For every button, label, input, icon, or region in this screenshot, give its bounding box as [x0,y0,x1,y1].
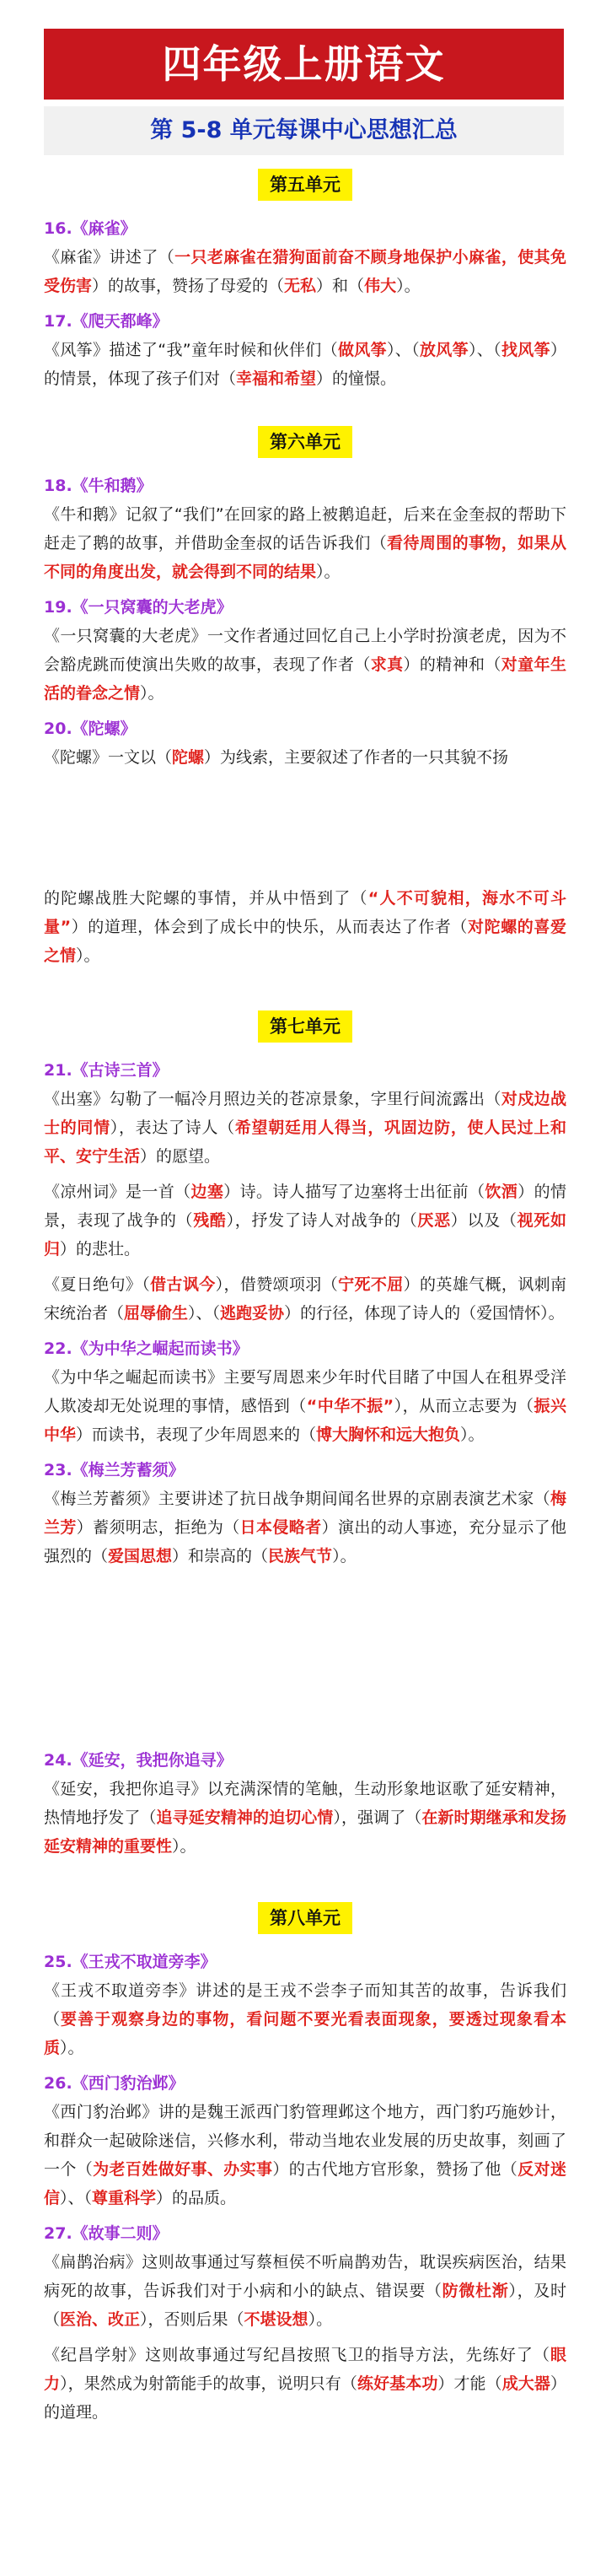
text-run: ）。 [308,2310,333,2329]
text-run: ）、（ [386,341,420,359]
text-run: ）的悲壮。 [60,1240,141,1258]
key-point: 无私 [284,277,317,295]
text-run: ），强调了（ [333,1808,422,1827]
lesson-paragraph [44,243,566,300]
text-run: 《麻雀》讲述了（ [44,248,175,267]
text-run: ），及时（ [44,2282,566,2329]
key-point: 求真 [370,655,404,674]
key-point: 成大器 [501,2374,550,2393]
text-run: 《王戎不取道旁李》讲述的是王戎不尝李子而知其苦的故事，告诉我们（ [44,1981,566,2029]
key-point: 为老百姓做好事、办实事 [93,2160,273,2179]
text-run: 《夏日绝句》（ [44,1275,151,1294]
lesson-paragraph [44,1485,566,1571]
key-point: 残酷 [193,1211,227,1230]
lesson-paragraph [44,1270,566,1328]
text-run: ）。 [172,1837,196,1856]
text-run: ）为线索，主要叙述了作者的一只其貌不扬 [204,748,509,767]
page-title: 四年级上册语文 [44,29,564,100]
text-run: ）蓄须明志，拒绝为（ [76,1518,240,1537]
lesson-paragraph [44,1085,566,1171]
lesson [44,214,566,300]
text-run: 《陀螺》一文以（ [44,748,173,767]
lesson-title: 21.《古诗三首》 [44,1061,169,1080]
text-run: ）的情景，体现了孩子们对（ [44,341,566,388]
lesson-title: 20.《陀螺》 [44,719,137,738]
text-run: ）。 [60,2039,84,2057]
key-point: 对童年生活的眷念之情 [44,655,566,703]
text-run: 《牛和鹅》记叙了“我们”在回家的路上被鹅追赶，后来在金奎叔的帮助下赶走了鹅的故事，并借助金奎叔的话告诉我们（ [44,505,566,552]
text-run: ）的品质。 [156,2189,237,2207]
key-point: 视死如归 [44,1211,566,1258]
text-run: ），从而立志要为（ [394,1397,534,1415]
lesson [44,307,566,393]
unit-header: 第七单元 [258,1010,352,1043]
text-run: 的陀螺战胜大陀螺的事情，并从中悟到了（ [44,889,368,908]
lesson [44,1456,566,1571]
lesson-paragraph [44,884,566,970]
lesson [44,1948,566,2062]
lesson-title: 19.《一只窝囊的大老虎》 [44,598,233,617]
key-point: 振兴中华 [44,1397,566,1444]
key-point: 不堪设想 [244,2310,308,2329]
text-run: ）。 [332,1547,357,1566]
lesson-paragraph [44,743,566,772]
text-run: 《扁鹊治病》这则故事通过写蔡桓侯不听扁鹊劝告，耽误疾病医治，结果病死的故事，告诉我们对于小病和小的缺点、错误要（ [44,2253,566,2300]
key-point: 反对迷信 [44,2160,566,2207]
key-point: 看待周围的事物，如果从不同的角度出发，就会得到不同的结果 [44,534,566,581]
lesson [44,1746,566,1867]
text-run: 《梅兰芳蓄须》主要讲述了抗日战争期间闻名世界的京剧表演艺术家（ [44,1490,550,1508]
lesson-paragraph [44,2248,566,2334]
key-point: “中华不振” [306,1397,394,1415]
key-point: 借古讽今 [150,1275,216,1294]
text-run: 《一只窝囊的大老虎》一文作者通过回忆自己上小学时扮演老虎，因为不会豁虎跳而使演出失败的故事，表现了作者（ [44,627,566,674]
key-point: “人不可貌相，海水不可斗量” [44,889,566,936]
key-point: 在新时期继承和发扬延安精神的重要性 [44,1808,566,1856]
text-run: ）、（ [60,2189,93,2207]
text-run: ）。 [460,1425,485,1444]
key-point: 宁死不屈 [338,1275,404,1294]
unit-section [44,169,566,400]
key-point: 陀螺 [172,748,205,767]
lesson-title: 16.《麻雀》 [44,219,137,238]
text-run: ），表达了诗人（ [110,1118,235,1137]
text-run: ）和（ [316,277,365,295]
text-run: ）。 [76,946,100,965]
key-point: 一只老麻雀在猎狗面前奋不顾身地保护小麻雀，使其免受伤害 [44,248,566,295]
text-run: ）演出的动人事迹，充分显示了他强烈的（ [44,1518,566,1566]
text-run: ）的愿望。 [140,1147,221,1166]
text-run: ），抒发了诗人对战争的（ [226,1211,418,1230]
text-run: ），借赞颂项羽（ [215,1275,339,1294]
key-point: 希望朝廷用人得当，巩固边防，使人民过上和平、安宁生活 [44,1118,566,1166]
text-run: ）的英雄气概，讽刺南宋统治者（ [44,1275,566,1323]
lesson-paragraph [44,1178,566,1264]
lesson-paragraph [44,2098,566,2212]
lesson-paragraph [44,1976,566,2062]
text-run: ）和崇高的（ [172,1547,269,1566]
key-point: 尊重科学 [92,2189,157,2207]
key-point: 厌恶 [417,1211,451,1230]
lesson-title: 26.《西门豹治邺》 [44,2074,185,2093]
text-run: ）以及（ [450,1211,518,1230]
text-run: ）、（ [468,341,501,359]
lesson-title: 17.《爬天都峰》 [44,312,169,331]
key-point: 梅兰芳 [44,1490,566,1537]
text-run: ）的憧憬。 [316,369,397,388]
text-run: 《为中华之崛起而读书》主要写周恩来少年时代目睹了中国人在租界受洋人欺凌却无处说理的事情，感悟到（ [44,1368,566,1415]
unit-header: 第六单元 [258,426,352,458]
text-run: ）才能（ [437,2374,502,2393]
key-point: 屈辱偷生 [124,1304,189,1323]
key-point: 防微杜渐 [442,2282,509,2300]
unit-header: 第五单元 [258,169,352,201]
lesson-title: 25.《王戎不取道旁李》 [44,1953,217,1971]
text-run: 《出塞》勾勒了一幅冷月照边关的苍凉景象，字里行间流露出（ [44,1090,501,1108]
lesson-title: 23.《梅兰芳蓄须》 [44,1461,185,1479]
lesson [44,2219,566,2427]
lesson [44,472,566,586]
lesson [44,2069,566,2212]
text-run: ）的故事，赞扬了母爱的（ [92,277,285,295]
text-run: ）的情景，表现了战争的（ [44,1183,566,1230]
text-run: ）。 [396,277,421,295]
key-point: 饮酒 [485,1183,518,1201]
key-point: 对陀螺的喜爱之情 [44,918,566,965]
text-run: ）而读书，表现了少年周恩来的（ [76,1425,317,1444]
text-run: ）。 [316,563,341,581]
text-run: 《风筝》描述了“我”童年时候和伙伴们（ [44,341,338,359]
text-run: 《凉州词》是一首（ [44,1183,191,1201]
text-run: ）。 [140,684,164,703]
key-point: 民族气节 [268,1547,333,1566]
text-run: ），否则后果（ [140,2310,244,2329]
text-run: 《西门豹治邺》讲的是魏王派西门豹管理邺这个地方，西门豹巧施妙计，和群众一起破除迷信，兴修水利，带动当地农业发展的历史故事，刻画了一个（ [44,2103,566,2179]
lesson [44,714,566,772]
text-run: 《纪昌学射》这则故事通过写纪昌按照飞卫的指导方法，先练好了（ [44,2346,550,2364]
lesson [44,593,566,708]
key-point: 眼力 [44,2346,566,2393]
key-point: 博大胸怀和远大抱负 [316,1425,461,1444]
page-subtitle: 第 5-8 单元每课中心思想汇总 [44,106,564,155]
lesson-title: 27.《故事二则》 [44,2224,169,2243]
key-point: 爱国思想 [108,1547,173,1566]
unit-section [44,1902,566,2433]
lesson-paragraph [44,2341,566,2427]
key-point: 日本侵略者 [239,1518,322,1537]
key-point: 伟大 [364,277,397,295]
key-point: 做风筝 [337,341,387,359]
key-point: 要善于观察身边的事物，看问题不要光看表面现象，要透过现象看本质 [44,2010,566,2057]
key-point: 逃跑妥协 [220,1304,285,1323]
text-run: ）的行径，体现了诗人的（爱国情怀）。 [284,1304,565,1323]
lesson-paragraph [44,622,566,708]
text-run: ）的精神和（ [403,655,501,674]
lesson-paragraph [44,1775,566,1861]
key-point: 医治、改正 [60,2310,141,2329]
key-point: 放风筝 [419,341,469,359]
key-point: 追寻延安精神的迫切心情 [156,1808,334,1827]
lesson-title: 18.《牛和鹅》 [44,477,153,495]
key-point: 幸福和希望 [236,369,317,388]
lesson [44,1056,566,1328]
text-run: ）的道理，体会到了成长中的快乐，从而表达了作者（ [71,918,468,936]
key-point: 边塞 [190,1183,224,1201]
text-run: 《延安，我把你追寻》以充满深情的笔触，生动形象地讴歌了延安精神，热情地抒发了（ [44,1780,566,1827]
lesson-title: 22.《为中华之崛起而读书》 [44,1339,249,1358]
unit-section [44,1010,566,1577]
lesson [44,1334,566,1449]
lesson-paragraph [44,336,566,393]
key-point: 练好基本功 [357,2374,438,2393]
unit-header: 第八单元 [258,1902,352,1934]
lesson-paragraph [44,1363,566,1449]
key-point: 找风筝 [501,341,550,359]
lesson-continuation [44,884,566,977]
key-point: 对戍边战士的同情 [44,1090,566,1137]
text-run: ）的道理。 [44,2374,566,2422]
lesson-title: 24.《延安，我把你追寻》 [44,1751,233,1770]
text-run: ）诗。诗人描写了边塞将士出征前（ [223,1183,485,1201]
lesson-paragraph [44,500,566,586]
unit-section [44,426,566,779]
text-run: ）、（ [188,1304,221,1323]
text-run: ）的古代地方官形象，赞扬了他（ [272,2160,518,2179]
text-run: ），果然成为射箭能手的故事，说明只有（ [60,2374,358,2393]
